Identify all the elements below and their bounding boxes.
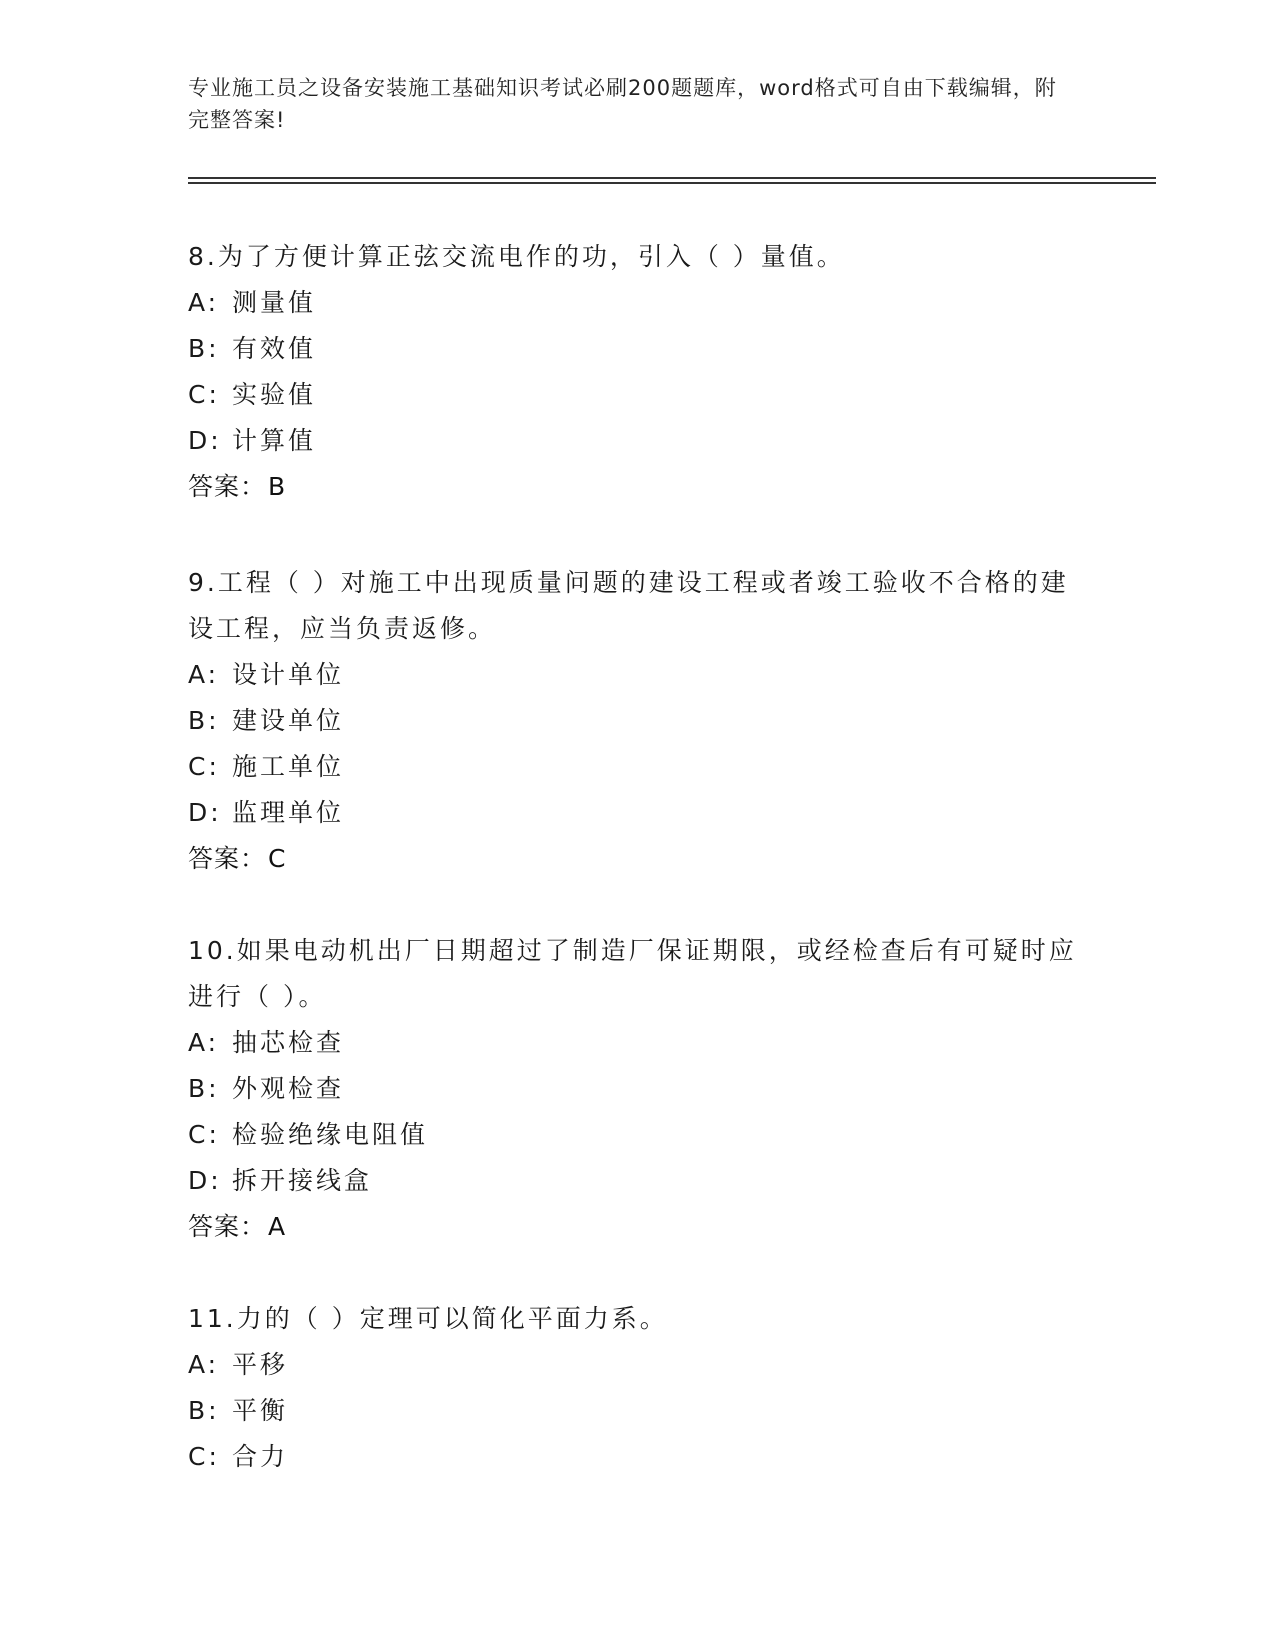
option-label: 监理单位 [232,798,345,827]
option-a [188,1020,1088,1066]
option-d [188,790,1088,836]
answer-line [188,464,1088,510]
option-d [188,1158,1088,1204]
option-label: 平衡 [232,1396,289,1425]
option-key: C: [188,380,220,409]
answer-value: A [268,1212,287,1241]
option-c [188,744,1088,790]
option-b [188,698,1088,744]
option-label: 合力 [232,1442,289,1471]
option-label: 施工单位 [232,752,345,781]
option-key: D: [188,426,222,455]
option-key: C: [188,752,220,781]
option-a [188,280,1088,326]
option-key: C: [188,1120,220,1149]
question-11 [188,1296,1088,1480]
option-key: B: [188,1396,220,1425]
option-key: C: [188,1442,220,1471]
document-header: 专业施工员之设备安装施工基础知识考试必刷200题题库，word格式可自由下载编辑，附完整答案! [188,76,1057,132]
answer-label: 答案： [188,1212,267,1241]
header-divider-top [188,177,1156,179]
answer-label: 答案： [188,472,267,501]
question-text: 9.工程（ ）对施工中出现质量问题的建设工程或者竣工验收不合格的建设工程，应当负责返修。 [188,568,1069,643]
option-key: A: [188,288,220,317]
option-a [188,652,1088,698]
question-text: 11.力的（ ）定理可以简化平面力系。 [188,1304,668,1333]
option-key: D: [188,798,222,827]
answer-line [188,1204,1088,1250]
answer-value: B [268,472,287,501]
option-key: B: [188,334,220,363]
option-b [188,326,1088,372]
option-label: 检验绝缘电阻值 [232,1120,429,1149]
question-text: 8.为了方便计算正弦交流电作的功，引入（ ）量值。 [188,242,845,271]
option-label: 计算值 [232,426,317,455]
answer-value: C [268,844,287,873]
option-label: 抽芯检查 [232,1028,345,1057]
option-c [188,1434,1088,1480]
question-8 [188,234,1088,510]
option-key: D: [188,1166,222,1195]
question-text: 10.如果电动机出厂日期超过了制造厂保证期限，或经检查后有可疑时应进行（ ）。 [188,936,1077,1011]
option-c [188,372,1088,418]
option-b [188,1066,1088,1112]
option-label: 拆开接线盒 [232,1166,373,1195]
header-divider-bottom [188,182,1156,184]
option-label: 设计单位 [232,660,345,689]
answer-line [188,836,1088,882]
option-key: B: [188,706,220,735]
option-c [188,1112,1088,1158]
option-key: A: [188,660,220,689]
question-9 [188,560,1088,882]
option-a [188,1342,1088,1388]
answer-label: 答案： [188,844,267,873]
option-d [188,418,1088,464]
option-label: 建设单位 [232,706,345,735]
option-b [188,1388,1088,1434]
option-label: 有效值 [232,334,317,363]
option-label: 测量值 [232,288,317,317]
option-key: B: [188,1074,220,1103]
option-key: A: [188,1350,220,1379]
option-key: A: [188,1028,220,1057]
option-label: 外观检查 [232,1074,345,1103]
option-label: 平移 [232,1350,289,1379]
option-label: 实验值 [232,380,317,409]
question-10 [188,928,1088,1250]
